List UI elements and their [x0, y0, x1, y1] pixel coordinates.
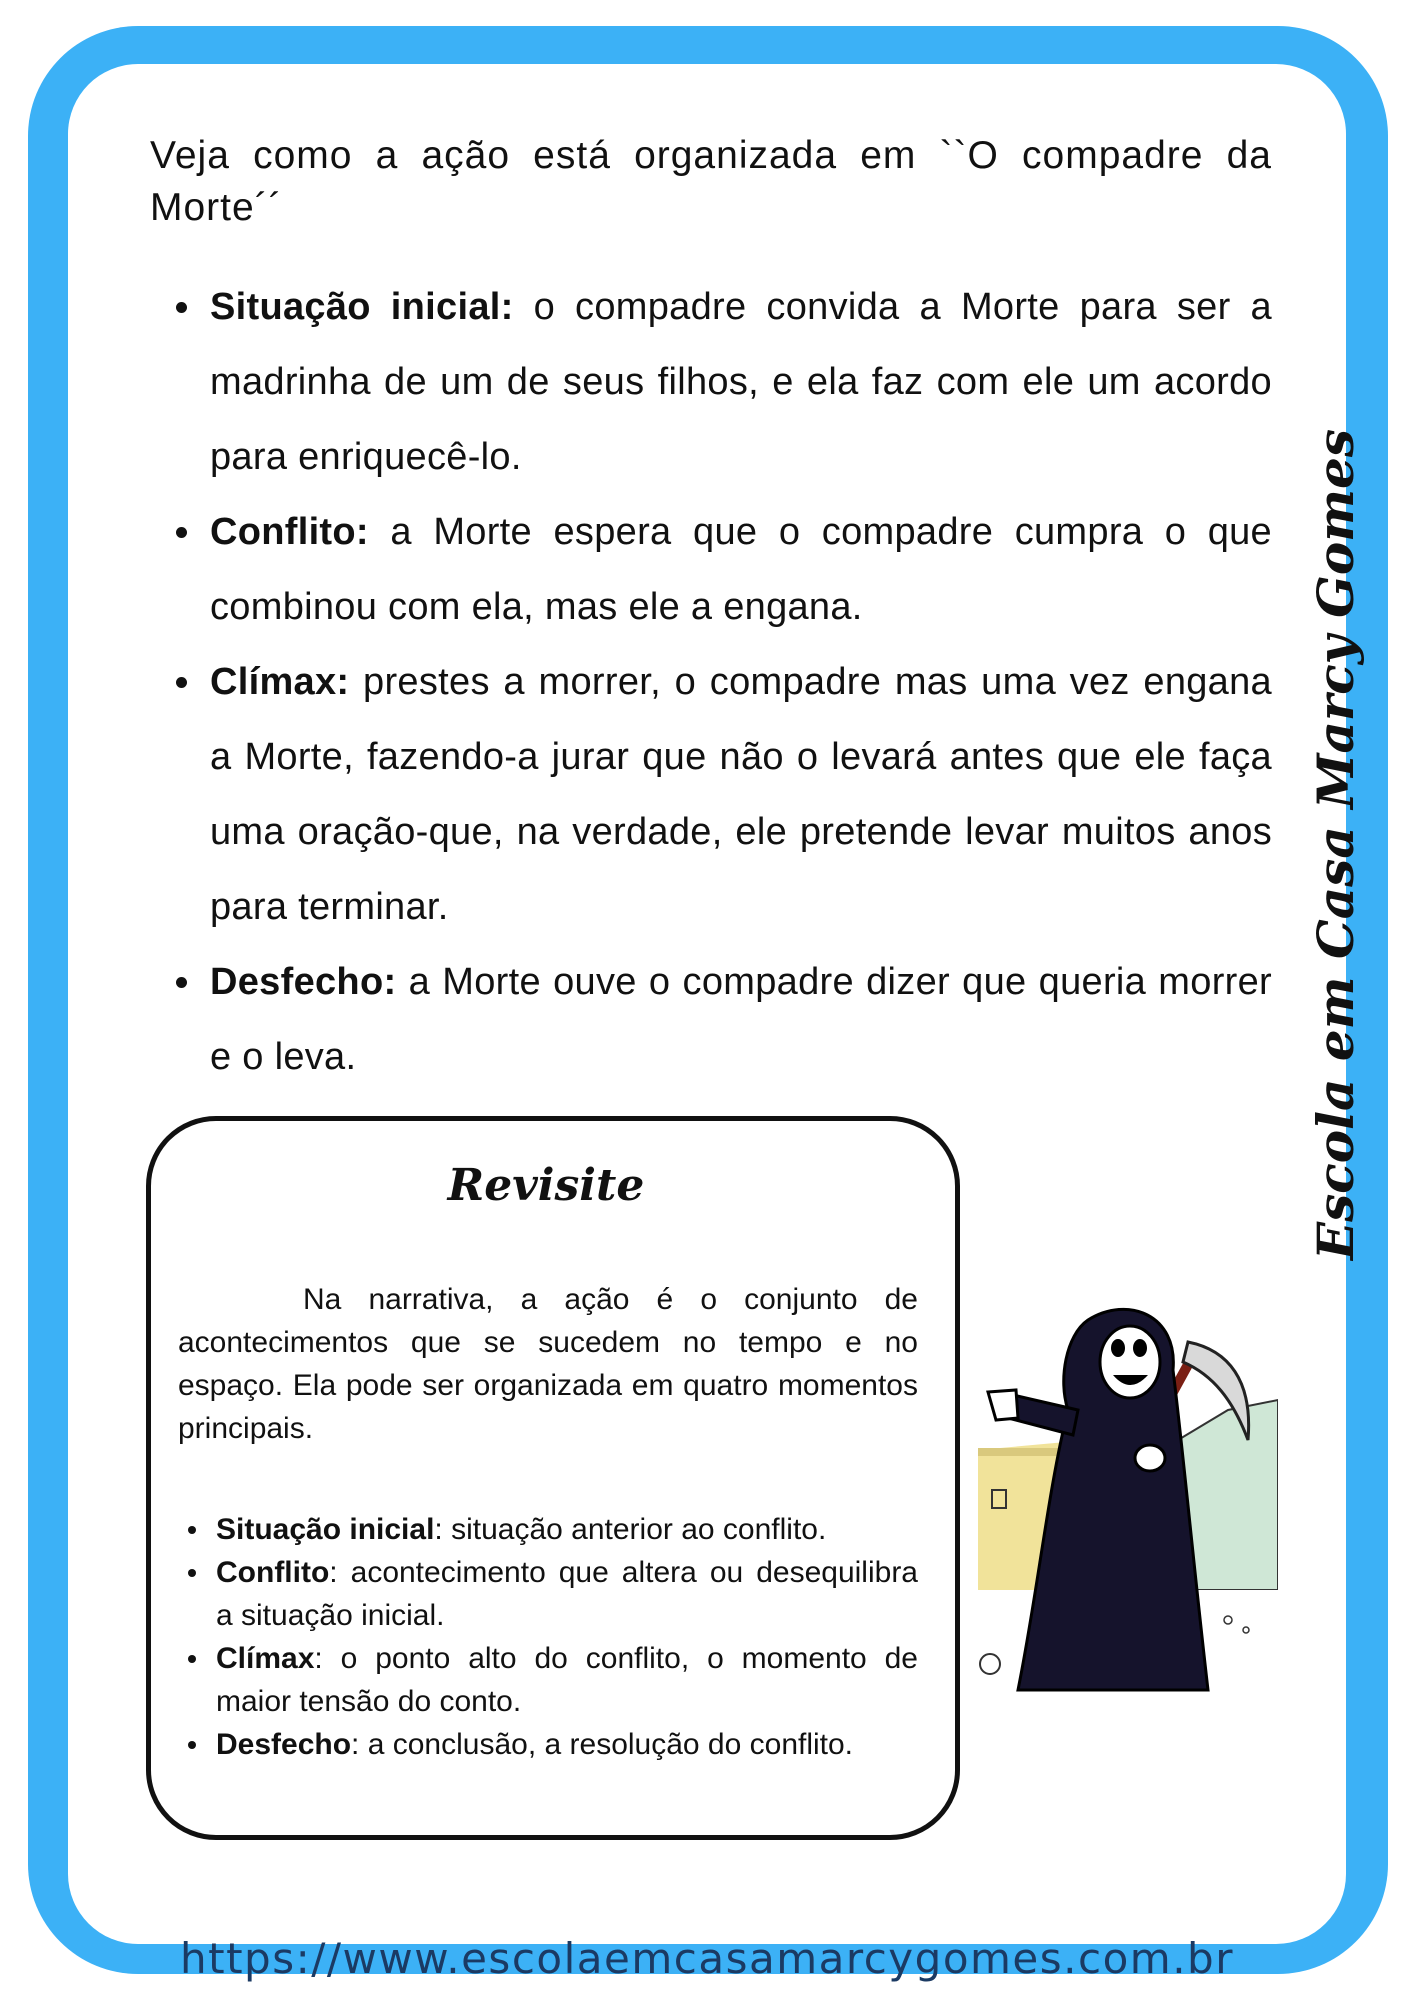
item-label: Desfecho	[216, 1728, 352, 1761]
item-text: o compadre convida a Morte para ser a madrinha de um de seus filhos, e ela faz com ele um acordo para enriquecê-lo.	[210, 286, 1272, 478]
story-structure-list	[210, 270, 1272, 1095]
list-item	[210, 945, 1272, 1095]
item-text: a Morte ouve o compadre dizer que queria morrer e o leva.	[210, 961, 1272, 1078]
item-label: Conflito:	[210, 511, 369, 553]
list-item	[210, 270, 1272, 495]
list-item	[216, 1723, 918, 1766]
revisite-title: Revisite	[447, 1160, 645, 1211]
item-label: Desfecho:	[210, 961, 397, 1003]
item-text: : a conclusão, a resolução do conflito.	[351, 1728, 854, 1761]
item-text: : o ponto alto do conflito, o momento de maior tensão do conto.	[216, 1642, 918, 1718]
intro-text: Veja como a ação está organizada em ``O compadre da Morte´´	[150, 134, 1272, 229]
list-item	[210, 645, 1272, 945]
item-text: : situação anterior ao conflito.	[434, 1513, 827, 1546]
item-text: prestes a morrer, o compadre mas uma vez engana a Morte, fazendo-a jurar que não o levará antes que ele faça uma oração-que, na verdade, ele pretende levar muitos anos para terminar.	[210, 661, 1272, 928]
side-watermark-text: Escola em Casa Marcy Gomes	[1306, 428, 1365, 1260]
list-item	[216, 1508, 918, 1551]
list-item	[216, 1637, 918, 1723]
revisite-paragraph: Na narrativa, a ação é o conjunto de acontecimentos que se sucedem no tempo e no espaço. Ela pode ser organizada em quatro momentos principais.	[178, 1283, 918, 1445]
item-label: Situação inicial	[216, 1513, 435, 1546]
item-label: Conflito	[216, 1556, 330, 1589]
grim-reaper-illustration	[978, 1290, 1278, 1710]
item-label: Clímax:	[210, 661, 350, 703]
item-label: Situação inicial:	[210, 286, 514, 328]
footer-url: https://www.escolaemcasamarcygomes.com.br	[180, 1934, 1234, 1983]
item-text: a Morte espera que o compadre cumpra o que combinou com ela, mas ele a engana.	[210, 511, 1272, 628]
item-text: : acontecimento que altera ou desequilibra a situação inicial.	[216, 1556, 918, 1632]
list-item	[210, 495, 1272, 645]
item-label: Clímax	[216, 1642, 315, 1675]
list-item	[216, 1551, 918, 1637]
revisite-list	[216, 1508, 918, 1766]
